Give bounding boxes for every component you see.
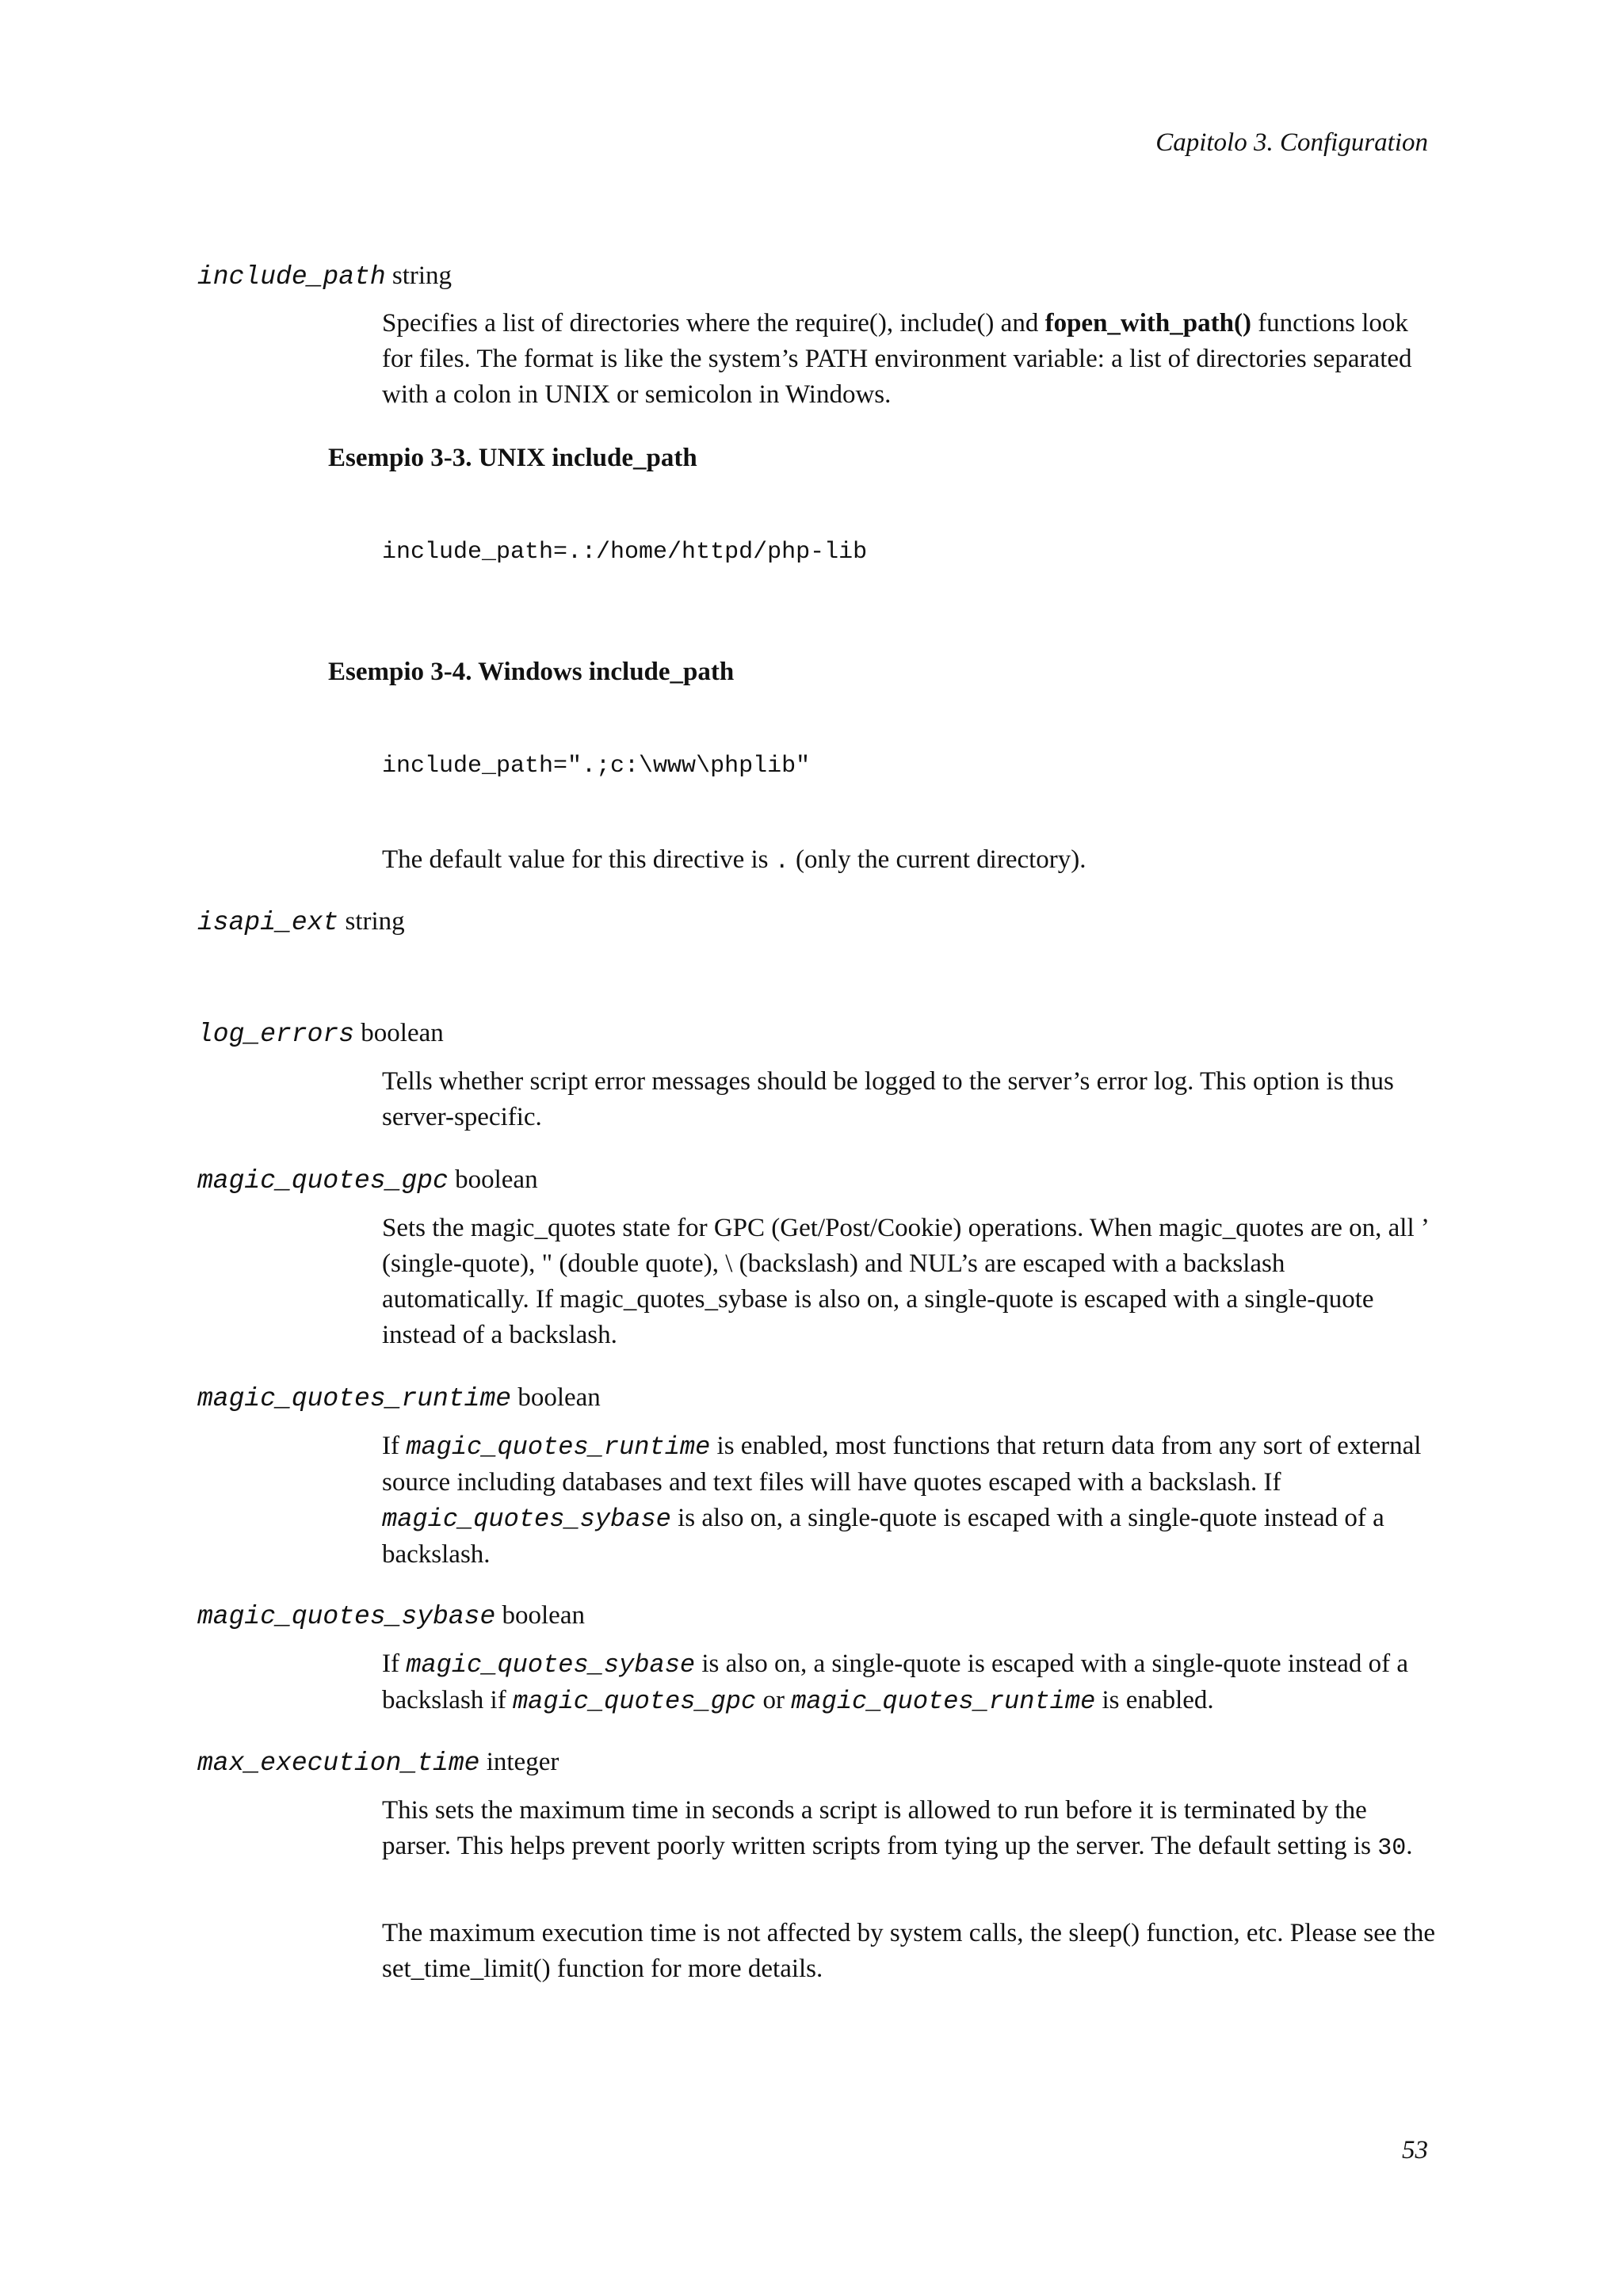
- inline-code: 30: [1377, 1835, 1407, 1862]
- term-log-errors: [197, 1019, 444, 1049]
- term-name: magic_quotes_runtime: [197, 1384, 512, 1413]
- def-max-execution-time: [382, 1793, 1436, 1867]
- function-name: fopen_with_path(): [1044, 309, 1251, 338]
- term-name: log_errors: [197, 1020, 355, 1049]
- def-log-errors: [382, 1064, 1436, 1135]
- inline-code: magic_quotes_runtime: [791, 1687, 1096, 1716]
- def-magic-quotes-runtime: [382, 1428, 1436, 1573]
- running-head: Capitolo 3. Configuration: [1155, 128, 1428, 157]
- inline-code: magic_quotes_sybase: [406, 1650, 696, 1680]
- term-type: integer: [486, 1748, 559, 1776]
- default-value-note: [382, 842, 1436, 880]
- inline-code: magic_quotes_sybase: [382, 1505, 671, 1534]
- page-number: 53: [1402, 2136, 1428, 2164]
- example-title-windows: Esempio 3-4. Windows include_path: [328, 658, 735, 686]
- example-code-unix: include_path=.:/home/httpd/php-lib: [382, 539, 868, 566]
- desc-text: is enabled.: [1095, 1686, 1214, 1714]
- desc-text: functions look for files. The format is like the system’s PATH environment variable: a list of directories separated with a colon in UNIX or semicolon in Windows.: [382, 309, 1412, 409]
- term-include-path: [197, 261, 452, 292]
- inline-code: magic_quotes_runtime: [406, 1432, 711, 1462]
- desc-text: is also on, a single-quote is escaped with a single-quote instead of a backslash.: [382, 1504, 1384, 1569]
- term-magic-quotes-gpc: [197, 1165, 538, 1196]
- desc-text: Sets the magic_quotes state for GPC (Get/Post/Cookie) operations. When magic_quotes are on, all ’ (single-quote), " (double quote), \ (backslash) and NUL’s are escaped with a backslash automatically. If magic_quotes_sybase is also on, a single-quote is escaped with a single-quote instead of a backslash.: [382, 1214, 1428, 1349]
- desc-text: .: [1406, 1832, 1413, 1860]
- example-title-unix: Esempio 3-3. UNIX include_path: [328, 444, 697, 472]
- desc-text: is enabled, most functions that return data from any sort of external source including databases and text files will have quotes escaped with a backslash. If: [382, 1432, 1422, 1497]
- term-type: boolean: [502, 1601, 585, 1630]
- term-type: boolean: [361, 1019, 444, 1047]
- desc-text: If: [382, 1650, 407, 1678]
- desc-text: If: [382, 1432, 407, 1460]
- desc-text: The maximum execution time is not affected by system calls, the sleep() function, etc. Please see the set_time_limit() function for more details.: [382, 1919, 1436, 1983]
- term-name: max_execution_time: [197, 1749, 480, 1778]
- desc-text: This sets the maximum time in seconds a script is allowed to run before it is terminated by the parser. This helps prevent poorly written scripts from tying up the server. The default setting is: [382, 1796, 1378, 1860]
- term-isapi-ext: [197, 907, 405, 937]
- term-type: string: [391, 261, 453, 290]
- term-name: magic_quotes_sybase: [197, 1602, 496, 1631]
- desc-text: The default value for this directive is: [382, 845, 775, 874]
- term-name: include_path: [197, 262, 386, 292]
- def-include-path: [382, 306, 1436, 413]
- def-magic-quotes-sybase: [382, 1646, 1436, 1719]
- def-magic-quotes-gpc: [382, 1211, 1436, 1353]
- term-name: magic_quotes_gpc: [197, 1166, 449, 1196]
- term-name: isapi_ext: [197, 908, 339, 937]
- desc-text: (only the current directory).: [789, 845, 1086, 874]
- desc-text: is also on, a single-quote is escaped with a single-quote instead of a backslash if: [382, 1650, 1409, 1714]
- term-magic-quotes-runtime: [197, 1383, 601, 1413]
- desc-text: or: [756, 1686, 792, 1714]
- desc-text: Tells whether script error messages should be logged to the server’s error log. This option is thus server-specific.: [382, 1067, 1394, 1131]
- note-max-execution-time: [382, 1916, 1436, 1987]
- inline-code: magic_quotes_gpc: [512, 1687, 757, 1716]
- example-code-windows: include_path=".;c:\www\phplib": [382, 753, 811, 780]
- term-type: boolean: [455, 1165, 538, 1194]
- term-magic-quotes-sybase: [197, 1601, 585, 1631]
- term-type: string: [345, 907, 405, 936]
- term-type: boolean: [517, 1383, 601, 1412]
- desc-text: Specifies a list of directories where the require(), include() and: [382, 309, 1045, 338]
- term-max-execution-time: [197, 1748, 559, 1778]
- default-code: .: [774, 849, 789, 875]
